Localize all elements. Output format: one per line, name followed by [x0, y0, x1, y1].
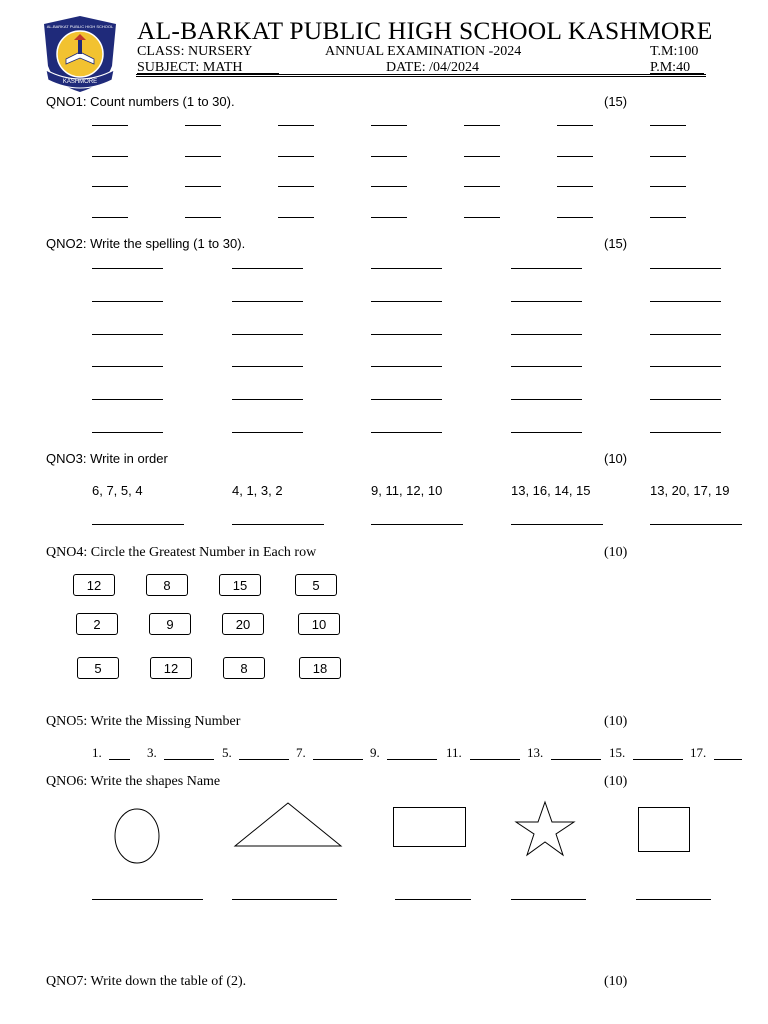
logo-text-top: AL-BARKAT PUBLIC HIGH SCHOOL — [46, 24, 114, 29]
order-group: 13, 16, 14, 15 — [511, 483, 591, 498]
shape-answer-line — [636, 899, 711, 900]
sequence-number: 1. — [92, 745, 102, 760]
missing-number-line — [164, 759, 214, 760]
missing-number-line — [239, 759, 289, 760]
count-answer-line — [557, 217, 593, 218]
count-answer-line — [464, 125, 500, 126]
count-answer-line — [278, 186, 314, 187]
total-marks: T.M:100 — [650, 44, 699, 59]
order-group: 9, 11, 12, 10 — [371, 483, 443, 498]
sequence-number: 7. — [296, 745, 306, 760]
count-answer-line — [278, 156, 314, 157]
question-4-marks: (10) — [604, 545, 628, 560]
spelling-answer-line — [232, 268, 303, 269]
spelling-answer-line — [232, 366, 303, 367]
count-answer-line — [650, 217, 686, 218]
count-answer-line — [650, 156, 686, 157]
spelling-answer-line — [371, 432, 442, 433]
count-answer-line — [371, 156, 407, 157]
triangle-shape — [232, 800, 344, 850]
spelling-answer-line — [92, 334, 163, 335]
sequence-number: 13. — [527, 745, 544, 760]
count-answer-line — [92, 156, 128, 157]
header-rule — [136, 76, 706, 77]
order-answer-line — [232, 524, 324, 525]
question-7-marks: (10) — [604, 974, 628, 989]
number-box: 9 — [149, 613, 191, 635]
question-4: QNO4: Circle the Greatest Number in Each row — [46, 545, 317, 560]
number-box: 18 — [299, 657, 341, 679]
spelling-answer-line — [232, 334, 303, 335]
count-answer-line — [92, 125, 128, 126]
spelling-answer-line — [371, 268, 442, 269]
sequence-number: 11. — [446, 745, 462, 760]
spelling-answer-line — [650, 399, 721, 400]
order-group: 4, 1, 3, 2 — [232, 483, 283, 498]
sequence-number: 5. — [222, 745, 232, 760]
count-answer-line — [371, 217, 407, 218]
spelling-answer-line — [92, 301, 163, 302]
count-answer-line — [650, 125, 686, 126]
spelling-answer-line — [650, 268, 721, 269]
question-7: QNO7: Write down the table of (2). — [46, 974, 247, 989]
count-answer-line — [557, 186, 593, 187]
number-box: 5 — [295, 574, 337, 596]
spelling-answer-line — [511, 366, 582, 367]
spelling-answer-line — [92, 432, 163, 433]
oval-shape — [110, 805, 166, 867]
order-group: 6, 7, 5, 4 — [92, 483, 143, 498]
count-answer-line — [185, 156, 221, 157]
spelling-answer-line — [650, 301, 721, 302]
header-rule — [136, 74, 706, 75]
shape-answer-line — [232, 899, 337, 900]
count-answer-line — [464, 156, 500, 157]
count-answer-line — [557, 125, 593, 126]
spelling-answer-line — [371, 366, 442, 367]
spelling-answer-line — [650, 366, 721, 367]
spelling-answer-line — [511, 399, 582, 400]
count-answer-line — [185, 125, 221, 126]
spelling-answer-line — [650, 334, 721, 335]
question-3: QNO3: Write in order — [46, 451, 168, 466]
class-label: CLASS: NURSERY — [137, 44, 253, 59]
count-answer-line — [557, 156, 593, 157]
exam-label: ANNUAL EXAMINATION -2024 — [325, 44, 522, 59]
shape-answer-line — [395, 899, 471, 900]
number-box: 10 — [298, 613, 340, 635]
missing-number-line — [551, 759, 601, 760]
spelling-answer-line — [232, 399, 303, 400]
count-answer-line — [371, 125, 407, 126]
question-6: QNO6: Write the shapes Name — [46, 774, 221, 789]
subject-label: SUBJECT: MATH — [137, 60, 243, 75]
spelling-answer-line — [511, 432, 582, 433]
spelling-answer-line — [511, 334, 582, 335]
order-group: 13, 20, 17, 19 — [650, 483, 730, 498]
square-shape — [636, 806, 692, 854]
sequence-number: 15. — [609, 745, 626, 760]
count-answer-line — [278, 125, 314, 126]
date-label: DATE: /04/2024 — [386, 60, 479, 75]
number-box: 15 — [219, 574, 261, 596]
order-answer-line — [371, 524, 463, 525]
rectangle-shape — [392, 806, 468, 850]
sequence-number: 9. — [370, 745, 380, 760]
order-answer-line — [92, 524, 184, 525]
order-answer-line — [650, 524, 742, 525]
question-1-marks: (15) — [604, 94, 628, 109]
spelling-answer-line — [371, 334, 442, 335]
sequence-number: 17. — [690, 745, 707, 760]
count-answer-line — [650, 186, 686, 187]
spelling-answer-line — [371, 399, 442, 400]
sequence-number: 3. — [147, 745, 157, 760]
school-name: AL-BARKAT PUBLIC HIGH SCHOOL KASHMORE — [137, 16, 713, 45]
number-box: 5 — [77, 657, 119, 679]
order-answer-line — [511, 524, 603, 525]
missing-number-line — [470, 759, 520, 760]
shape-answer-line — [92, 899, 203, 900]
missing-number-line — [714, 759, 742, 760]
question-2-marks: (15) — [604, 236, 628, 251]
count-answer-line — [464, 186, 500, 187]
question-3-marks: (10) — [604, 451, 628, 466]
spelling-answer-line — [92, 399, 163, 400]
number-box: 12 — [73, 574, 115, 596]
number-box: 8 — [146, 574, 188, 596]
number-box: 8 — [223, 657, 265, 679]
number-box: 12 — [150, 657, 192, 679]
spelling-answer-line — [232, 432, 303, 433]
missing-number-line — [633, 759, 683, 760]
spelling-answer-line — [232, 301, 303, 302]
number-box: 2 — [76, 613, 118, 635]
question-2: QNO2: Write the spelling (1 to 30). — [46, 236, 246, 251]
count-answer-line — [464, 217, 500, 218]
number-box: 20 — [222, 613, 264, 635]
count-answer-line — [185, 186, 221, 187]
question-5: QNO5: Write the Missing Number — [46, 714, 241, 729]
question-6-marks: (10) — [604, 774, 628, 789]
spelling-answer-line — [511, 268, 582, 269]
question-1: QNO1: Count numbers (1 to 30). — [46, 94, 235, 109]
spelling-answer-line — [650, 432, 721, 433]
count-answer-line — [278, 217, 314, 218]
question-5-marks: (10) — [604, 714, 628, 729]
count-answer-line — [92, 217, 128, 218]
count-answer-line — [185, 217, 221, 218]
shape-answer-line — [511, 899, 586, 900]
star-shape — [513, 800, 579, 858]
school-logo — [40, 14, 120, 94]
missing-number-line — [313, 759, 363, 760]
logo-text-bottom: KASHMORE — [62, 79, 98, 85]
count-answer-line — [371, 186, 407, 187]
missing-number-line — [109, 759, 130, 760]
spelling-answer-line — [92, 268, 163, 269]
missing-number-line — [387, 759, 437, 760]
count-answer-line — [92, 186, 128, 187]
spelling-answer-line — [92, 366, 163, 367]
pass-marks: P.M:40 — [650, 60, 691, 75]
spelling-answer-line — [511, 301, 582, 302]
spelling-answer-line — [371, 301, 442, 302]
